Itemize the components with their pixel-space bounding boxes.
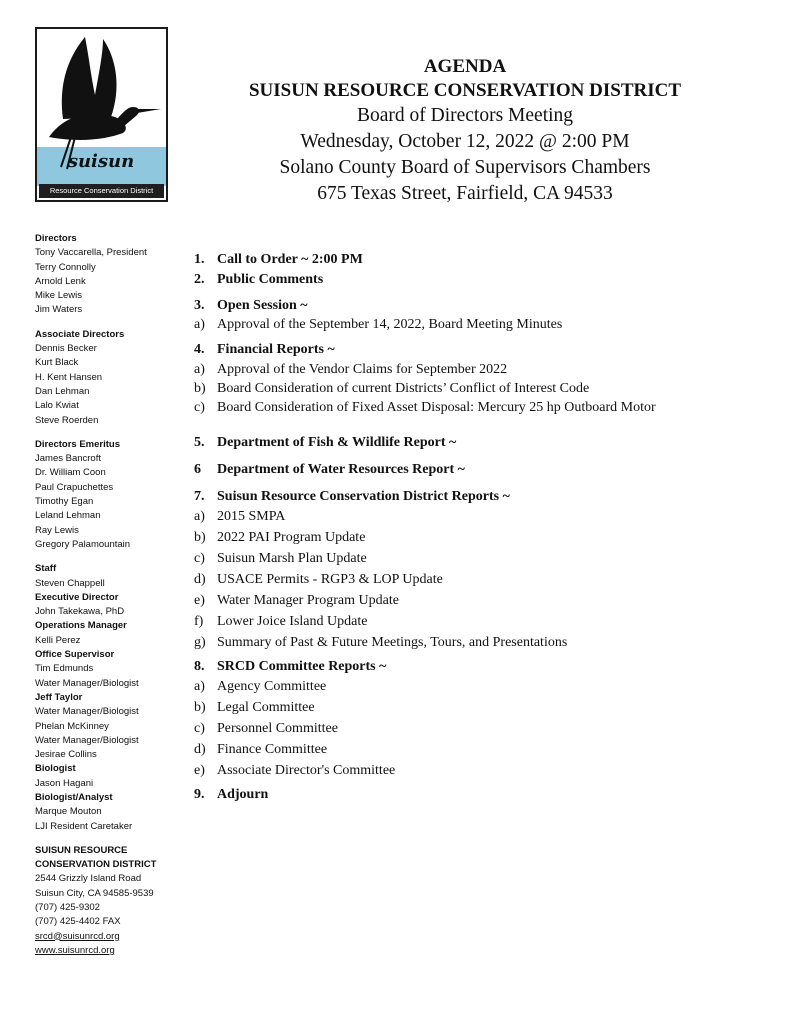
subitem-text: Legal Committee	[217, 700, 315, 715]
agenda-subitem	[194, 529, 694, 546]
heron-beak-shape	[135, 109, 161, 113]
agenda-item-title: Department of Water Resources Report ~	[217, 462, 465, 477]
agenda-item-1	[194, 252, 694, 268]
agenda-item-5	[194, 435, 694, 451]
directors-emeritus-heading: Directors Emeritus	[35, 438, 121, 450]
contact-org-line2: CONSERVATION DISTRICT	[35, 859, 157, 871]
agenda-item-7	[194, 489, 694, 505]
agenda-item-title: Call to Order ~ 2:00 PM	[217, 252, 363, 267]
subitem-letter: c)	[194, 400, 205, 415]
emeritus-name: Gregory Palamountain	[35, 538, 131, 550]
agenda-subitem	[194, 699, 694, 716]
director-name: Mike Lewis	[35, 290, 82, 302]
logo-caption: Resource Conservation District	[39, 184, 164, 198]
subitem-text: Lower Joice Island Update	[217, 614, 368, 629]
agenda-item-9	[194, 787, 694, 803]
staff-name: Phelan McKinney	[35, 720, 109, 732]
meeting-venue: Solano County Board of Supervisors Chambers	[279, 157, 651, 178]
contact-org-line1: SUISUN RESOURCE	[35, 844, 128, 856]
staff-name: John Takekawa, PhD	[35, 606, 125, 618]
subitem-text: Water Manager Program Update	[217, 593, 399, 608]
subitem-letter: a)	[194, 679, 205, 694]
subitem-letter: b)	[194, 530, 206, 545]
associate-director-name: H. Kent Hansen	[35, 371, 103, 383]
sidebar-roster	[35, 232, 185, 968]
staff-role: Biologist	[35, 763, 76, 775]
emeritus-name: Dr. William Coon	[35, 467, 106, 479]
agenda-subitem	[194, 678, 694, 695]
agenda-subitem	[194, 380, 694, 397]
agenda-item-4	[194, 342, 694, 358]
staff-role: Executive Director	[35, 591, 119, 603]
subitem-text: Approval of the September 14, 2022, Board Meeting Minutes	[217, 317, 563, 332]
agenda-header	[230, 56, 700, 207]
subitem-letter: a)	[194, 509, 205, 524]
agenda-subitem	[194, 316, 694, 333]
logo-wordmark: suisun	[67, 151, 135, 172]
staff-role: Water Manager/Biologist	[35, 734, 139, 746]
agenda-list	[194, 252, 694, 803]
agenda-item-title: Financial Reports ~	[217, 342, 335, 357]
subitem-letter: d)	[194, 742, 206, 757]
subitem-text: Approval of the Vendor Claims for September 2022	[217, 362, 508, 377]
subitem-text: Finance Committee	[217, 742, 328, 757]
associate-director-name: Kurt Black	[35, 357, 79, 369]
agenda-subitem	[194, 741, 694, 758]
subitem-letter: e)	[194, 763, 205, 778]
staff-name: Tim Edmunds	[35, 663, 94, 675]
contact-street: 2544 Grizzly Island Road	[35, 873, 142, 885]
staff-name: Kelli Perez	[35, 634, 81, 646]
subitem-text: USACE Permits - RGP3 & LOP Update	[217, 572, 443, 587]
subitem-letter: c)	[194, 721, 205, 736]
agenda-item-3	[194, 298, 694, 314]
heron-logo-art	[37, 29, 166, 200]
staff-role: Water Manager/Biologist	[35, 677, 139, 689]
subitem-letter: g)	[194, 635, 206, 650]
contact-email-link[interactable]: srcd@suisunrcd.org	[35, 930, 120, 942]
associate-directors-heading: Associate Directors	[35, 328, 125, 340]
staff-role: Water Manager/Biologist	[35, 706, 139, 718]
staff-name: Jesirae Collins	[35, 749, 97, 761]
agenda-subitem	[194, 613, 694, 630]
agenda-item-number: 9.	[194, 787, 205, 802]
staff-role: Office Supervisor	[35, 649, 115, 661]
staff-heading: Staff	[35, 563, 57, 575]
agenda-item-title: Public Comments	[217, 272, 324, 287]
agenda-subitem	[194, 634, 694, 651]
contact-fax: (707) 425-4402 FAX	[35, 916, 121, 928]
subitem-text: Suisun Marsh Plan Update	[217, 551, 367, 566]
director-name: Jim Waters	[35, 304, 83, 316]
staff-role: Biologist/Analyst	[35, 791, 113, 803]
heron-wing-shape	[62, 37, 117, 119]
subitem-letter: b)	[194, 381, 206, 396]
staff-role: Operations Manager	[35, 620, 127, 632]
agenda-item-title: SRCD Committee Reports ~	[217, 659, 387, 674]
associate-directors-group	[35, 328, 185, 428]
agenda-item-2	[194, 272, 694, 288]
emeritus-name: Paul Crapuchettes	[35, 481, 114, 493]
subitem-text: 2022 PAI Program Update	[217, 530, 366, 545]
director-name: Arnold Lenk	[35, 275, 86, 287]
emeritus-name: James Bancroft	[35, 453, 101, 465]
contact-city: Suisun City, CA 94585-9539	[35, 887, 154, 899]
agenda-item-number: 7.	[194, 489, 205, 504]
staff-name: Steven Chappell	[35, 577, 105, 589]
agenda-item-number: 8.	[194, 659, 205, 674]
agenda-subitem	[194, 592, 694, 609]
agenda-item-title: Open Session ~	[217, 298, 308, 313]
agenda-item-number: 6	[194, 462, 201, 477]
agenda-subitem	[194, 508, 694, 525]
agenda-item-number: 1.	[194, 252, 205, 267]
associate-director-name: Lalo Kwiat	[35, 400, 79, 412]
heron-body-shape	[49, 114, 126, 140]
director-name: Tony Vaccarella, President	[35, 247, 147, 259]
subitem-text: 2015 SMPA	[217, 509, 286, 524]
staff-name: Jason Hagani	[35, 777, 94, 789]
directors-heading: Directors	[35, 233, 77, 244]
director-name: Terry Connolly	[35, 261, 96, 273]
agenda-item-number: 5.	[194, 435, 205, 450]
agenda-title: AGENDA	[423, 56, 507, 77]
district-logo	[35, 27, 168, 202]
meeting-name: Board of Directors Meeting	[356, 105, 574, 126]
org-name: SUISUN RESOURCE CONSERVATION DISTRICT	[248, 80, 682, 101]
contact-block	[35, 844, 185, 958]
staff-name: Marque Mouton	[35, 806, 102, 818]
meeting-date: Wednesday, October 12, 2022 @ 2:00 PM	[300, 131, 630, 152]
directors-emeritus-group	[35, 438, 185, 552]
subitem-text: Board Consideration of current Districts’ Conflict of Interest Code	[217, 381, 590, 396]
subitem-letter: c)	[194, 551, 205, 566]
directors-group	[35, 232, 185, 318]
agenda-item-6	[194, 462, 694, 478]
agenda-item-8	[194, 659, 694, 675]
staff-role: LJI Resident Caretaker	[35, 820, 133, 832]
subitem-letter: a)	[194, 317, 205, 332]
emeritus-name: Leland Lehman	[35, 510, 101, 522]
agenda-subitem	[194, 361, 694, 378]
staff-group	[35, 562, 185, 834]
contact-website-link[interactable]: www.suisunrcd.org	[35, 944, 115, 956]
subitem-letter: a)	[194, 362, 205, 377]
contact-phone: (707) 425-9302	[35, 902, 100, 914]
subitem-text: Summary of Past & Future Meetings, Tours, and Presentations	[217, 635, 568, 650]
emeritus-name: Timothy Egan	[35, 496, 94, 508]
emeritus-name: Ray Lewis	[35, 524, 79, 536]
associate-director-name: Dan Lehman	[35, 385, 90, 397]
heron-neck-shape	[115, 107, 139, 129]
subitem-text: Personnel Committee	[217, 721, 338, 736]
agenda-subitem	[194, 550, 694, 567]
agenda-item-title: Adjourn	[217, 787, 269, 802]
subitem-text: Agency Committee	[217, 679, 327, 694]
associate-director-name: Steve Roerden	[35, 414, 99, 426]
subitem-text: Board Consideration of Fixed Asset Disposal: Mercury 25 hp Outboard Motor	[217, 400, 656, 415]
agenda-item-number: 4.	[194, 342, 205, 357]
meeting-address: 675 Texas Street, Fairfield, CA 94533	[317, 183, 613, 204]
agenda-item-title: Department of Fish & Wildlife Report ~	[217, 435, 457, 450]
agenda-subitem	[194, 571, 694, 588]
subitem-letter: f)	[194, 614, 204, 629]
staff-name: Jeff Taylor	[35, 691, 83, 703]
agenda-subitem	[194, 399, 684, 416]
subitem-text: Associate Director's Committee	[217, 763, 396, 778]
associate-director-name: Dennis Becker	[35, 343, 97, 355]
agenda-item-number: 2.	[194, 272, 205, 287]
subitem-letter: b)	[194, 700, 206, 715]
agenda-item-title: Suisun Resource Conservation District Reports ~	[217, 489, 510, 504]
agenda-subitem	[194, 762, 694, 779]
agenda-item-number: 3.	[194, 298, 205, 313]
agenda-subitem	[194, 720, 694, 737]
subitem-letter: d)	[194, 572, 206, 587]
subitem-letter: e)	[194, 593, 205, 608]
